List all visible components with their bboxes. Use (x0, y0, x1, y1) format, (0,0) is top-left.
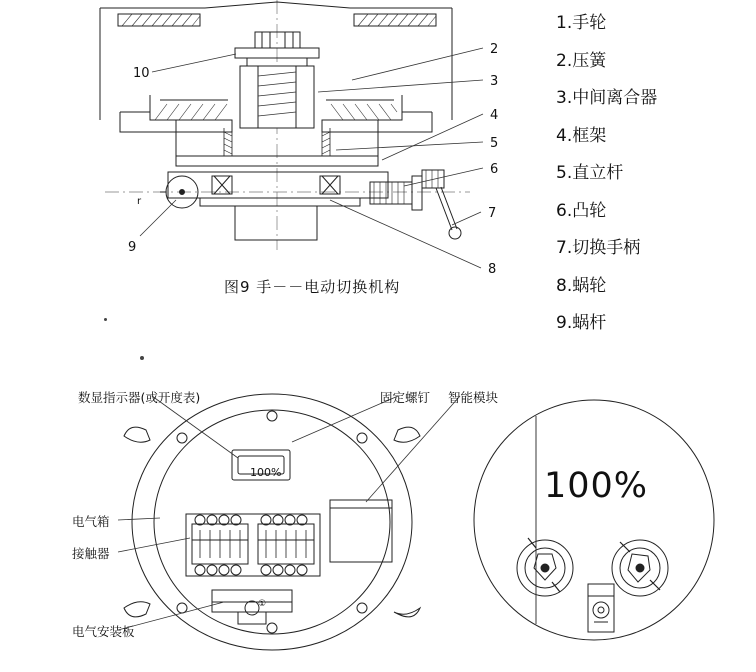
legend-item-8: 8.蜗轮 (556, 275, 607, 296)
callout-4: 4 (490, 108, 499, 123)
large-display-readout: 100% (544, 466, 649, 506)
legend-item-3: 3.中间离合器 (556, 88, 658, 108)
legend-item-1: 1.手轮 (556, 13, 607, 33)
label-display-indicator: 数显指示器(或开度表) (78, 390, 201, 405)
figure1-caption: 图9 手－－电动切换机构 (224, 278, 401, 296)
label-fixing-screw: 固定螺钉 (380, 390, 431, 405)
callout-5: 5 (490, 136, 499, 151)
speck-mark-2 (140, 356, 144, 360)
label-smart-module: 智能模块 (448, 390, 499, 405)
mark-r: r (137, 196, 142, 207)
label-electric-box: 电气箱 (72, 514, 110, 529)
figure-switching-mechanism (0, 0, 560, 300)
terminal-tag: ① (258, 599, 267, 609)
callout-6: 6 (490, 162, 499, 177)
label-contactor: 接触器 (72, 546, 110, 561)
small-display-readout: 100% (250, 466, 282, 479)
legend-item-6: 6.凸轮 (556, 200, 607, 221)
legend-item-5: 5.直立杆 (556, 163, 624, 183)
callout-3: 3 (490, 74, 499, 89)
label-mounting-plate: 电气安装板 (72, 624, 135, 639)
callout-2: 2 (490, 42, 499, 57)
callout-8: 8 (488, 262, 497, 277)
figure1-legend (556, 8, 746, 346)
callout-9: 9 (128, 240, 137, 255)
callout-10: 10 (133, 66, 150, 81)
legend-item-2: 2.压簧 (556, 50, 607, 71)
legend-item-7: 7.切换手柄 (556, 238, 641, 258)
speck-mark (104, 318, 107, 321)
callout-7: 7 (488, 206, 497, 221)
legend-item-4: 4.框架 (556, 125, 607, 146)
legend-item-9: 9.蜗杆 (556, 313, 607, 333)
